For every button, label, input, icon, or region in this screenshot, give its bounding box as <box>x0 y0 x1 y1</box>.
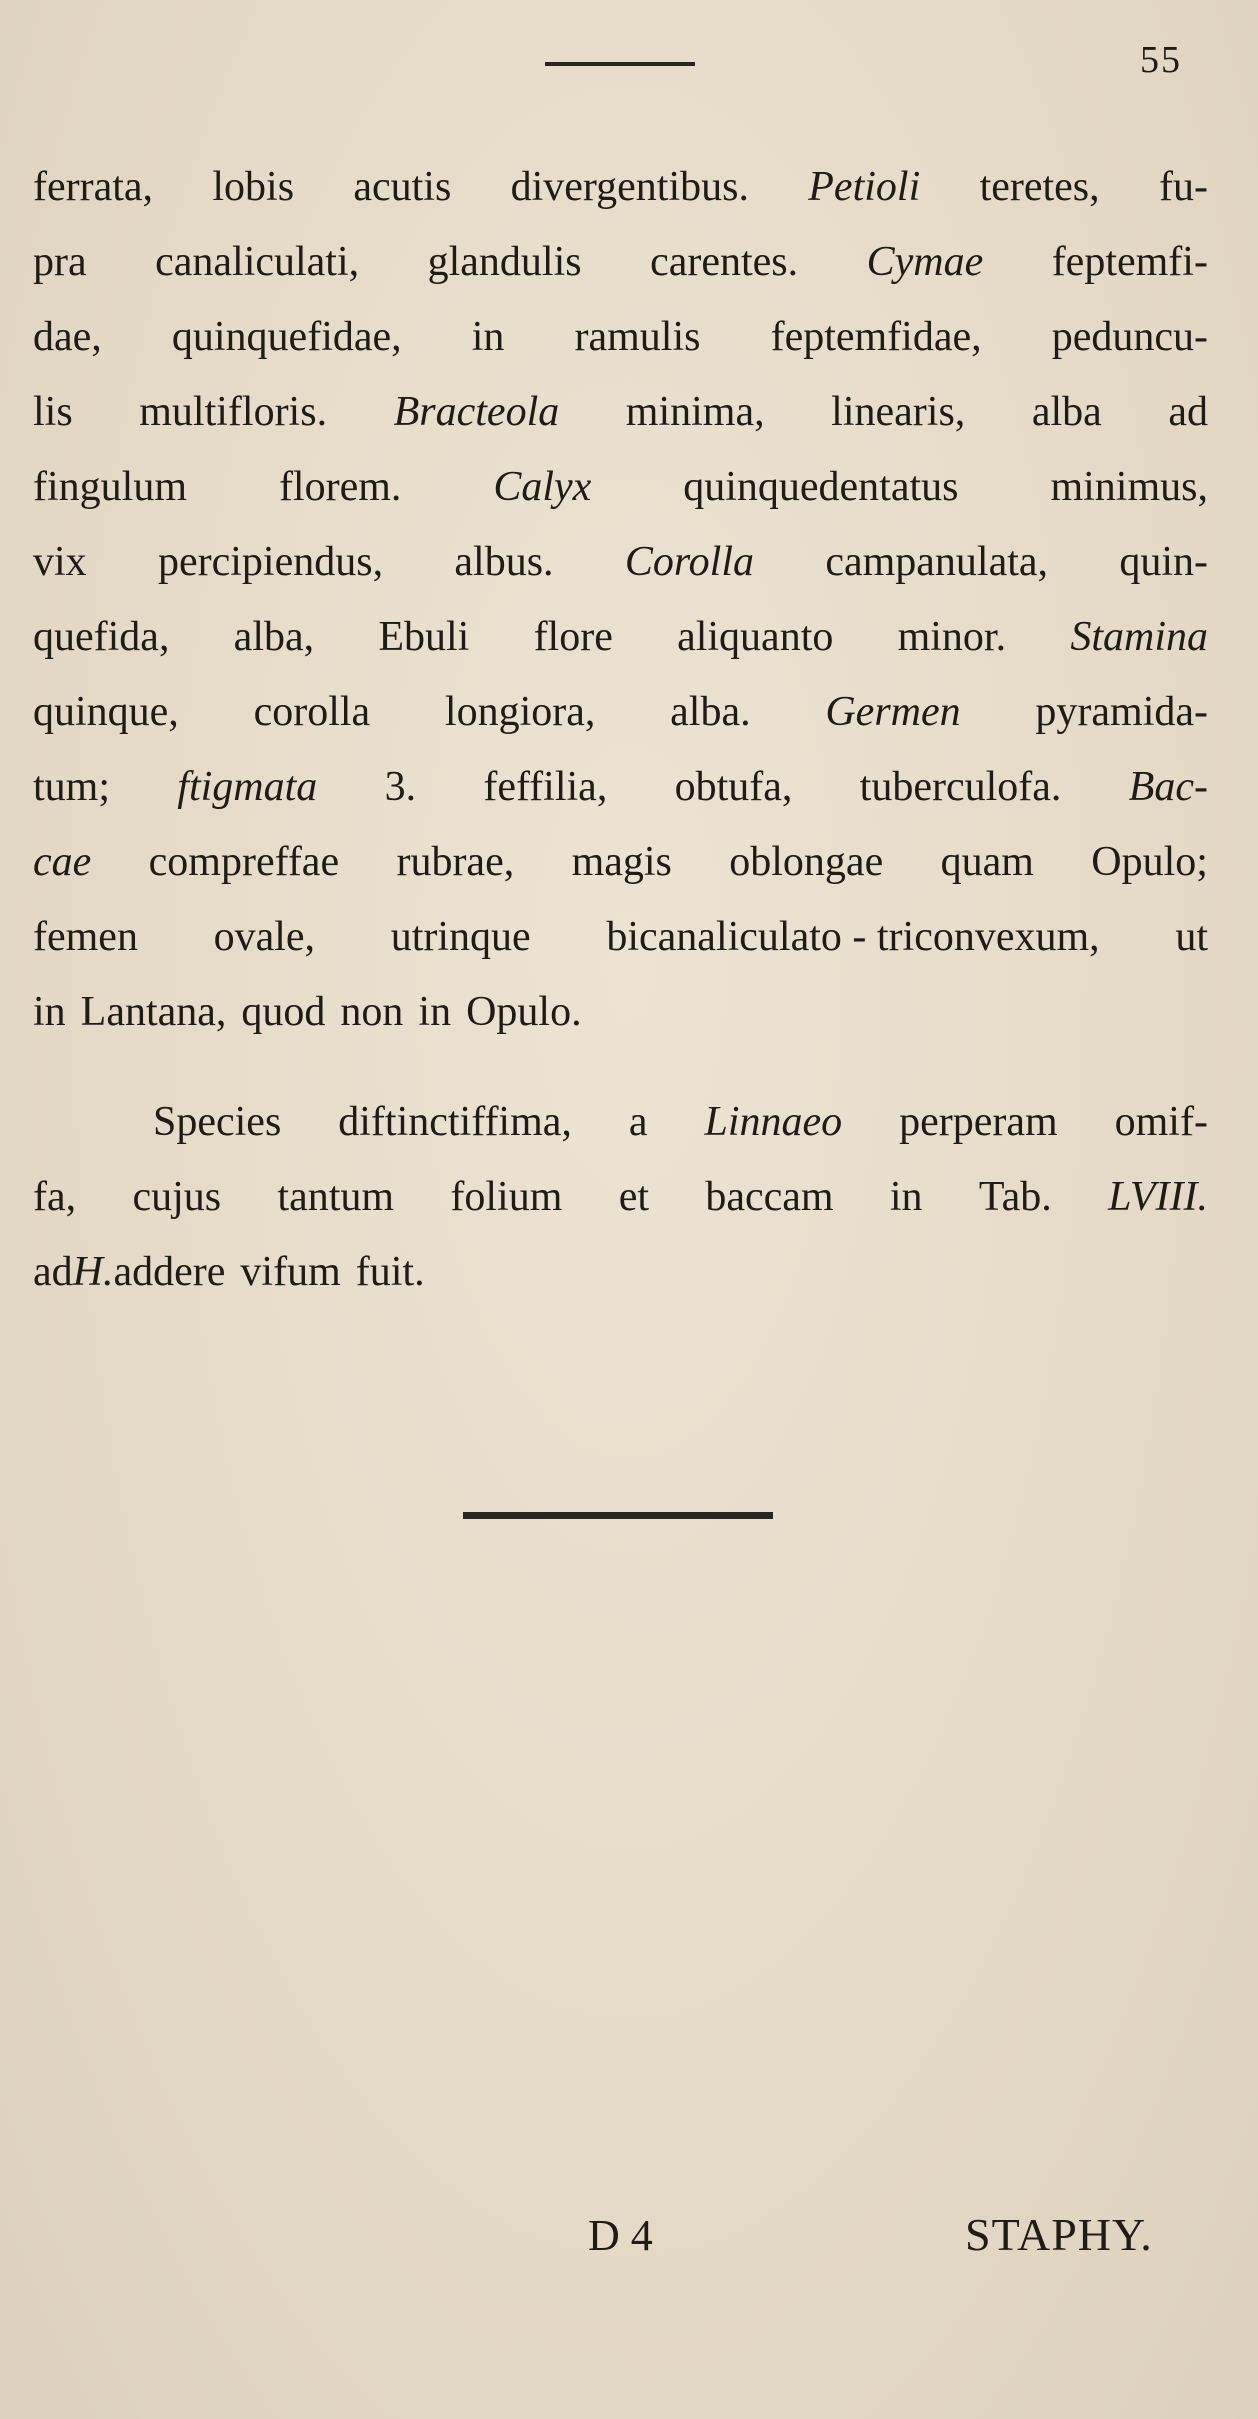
word: fa, <box>33 1174 77 1220</box>
italic-word: LVIII. <box>1108 1174 1208 1220</box>
word: quinquedentatus <box>683 464 959 510</box>
word: quinque, <box>33 689 179 735</box>
word: corolla <box>253 689 371 735</box>
word: in <box>889 1174 923 1220</box>
word: folium <box>450 1174 563 1220</box>
italic-word: Petioli <box>808 164 921 210</box>
word: feptemfidae, <box>770 314 982 360</box>
text-line <box>33 300 1208 375</box>
text-line <box>33 600 1208 675</box>
paragraph <box>33 1085 1208 1310</box>
text-line <box>33 1235 1208 1310</box>
italic-word: Cymae <box>866 239 984 285</box>
word: albus. <box>454 539 554 585</box>
text-line <box>33 450 1208 525</box>
word: minima, <box>625 389 765 435</box>
word: non <box>340 989 404 1035</box>
word: femen <box>33 914 138 960</box>
word: ovale, <box>213 914 316 960</box>
word: Opulo. <box>466 989 582 1035</box>
word: florem. <box>278 464 402 510</box>
word: aliquanto <box>677 614 834 660</box>
section-rule <box>463 1512 773 1519</box>
word: divergentibus. <box>510 164 749 210</box>
word: teretes, <box>979 164 1100 210</box>
word: fingulum <box>33 464 187 510</box>
word: a <box>628 1099 648 1145</box>
word: compreffae <box>148 839 340 885</box>
paragraph-gap <box>33 1050 1208 1085</box>
italic-word: Corolla <box>624 539 754 585</box>
italic-word: Bac- <box>1128 764 1208 810</box>
word: feffilia, <box>483 764 608 810</box>
word: multifloris. <box>139 389 328 435</box>
italic-word: ftigmata <box>177 764 318 810</box>
italic-word: Germen <box>825 689 961 735</box>
text-line <box>33 750 1208 825</box>
word: Tab. <box>978 1174 1052 1220</box>
word: percipiendus, <box>157 539 384 585</box>
word: in <box>418 989 452 1035</box>
word: vix <box>33 539 87 585</box>
signature-mark: D 4 <box>588 2211 653 2260</box>
text-line <box>33 525 1208 600</box>
word: et <box>618 1174 650 1220</box>
word: campanulata, <box>825 539 1049 585</box>
word: alba <box>1031 389 1102 435</box>
word: baccam <box>705 1174 834 1220</box>
word: ad <box>33 1249 73 1295</box>
italic-word: Stamina <box>1070 614 1208 660</box>
word: fuit. <box>355 1249 425 1295</box>
word: tum; <box>33 764 111 810</box>
word: canaliculati, <box>155 239 360 285</box>
italic-word: Calyx <box>493 464 592 510</box>
word: alba. <box>670 689 751 735</box>
word: tuberculofa. <box>859 764 1062 810</box>
word: glandulis <box>427 239 582 285</box>
word: flore <box>533 614 613 660</box>
word: Ebuli <box>378 614 470 660</box>
word: Species <box>153 1099 282 1145</box>
word: tantum <box>277 1174 395 1220</box>
word: minor. <box>897 614 1007 660</box>
italic-word: Bracteola <box>393 389 560 435</box>
italic-word: Linnaeo <box>704 1099 843 1145</box>
word: quin- <box>1119 539 1208 585</box>
word: quam <box>940 839 1034 885</box>
word: rubrae, <box>396 839 515 885</box>
word: Opulo; <box>1091 839 1208 885</box>
text-line <box>33 1085 1208 1160</box>
word: peduncu- <box>1051 314 1208 360</box>
word: pyramida- <box>1035 689 1208 735</box>
word: minimus, <box>1050 464 1208 510</box>
word: in <box>33 989 66 1035</box>
word: ad <box>1168 389 1208 435</box>
word: 3. <box>384 764 417 810</box>
word: quefida, <box>33 614 170 660</box>
text-line <box>33 675 1208 750</box>
page-number: 55 <box>1140 39 1182 81</box>
word: diftinctiffima, <box>338 1099 572 1145</box>
word: lis <box>33 389 73 435</box>
word: acutis <box>353 164 452 210</box>
word: magis <box>571 839 672 885</box>
body-text <box>33 150 1208 1310</box>
word: bicanaliculato - triconvexum, <box>606 914 1100 960</box>
word: cujus <box>132 1174 222 1220</box>
italic-word: H. <box>72 1249 114 1295</box>
word: obtufa, <box>674 764 793 810</box>
word: vifum <box>240 1249 341 1295</box>
catchword: STAPHY. <box>965 2209 1153 2260</box>
word: feptemfi- <box>1051 239 1208 285</box>
word: longiora, <box>444 689 596 735</box>
text-line <box>33 1160 1208 1235</box>
word: utrinque <box>390 914 531 960</box>
word: quod <box>241 989 326 1035</box>
word: ut <box>1175 914 1208 960</box>
word: in <box>471 314 505 360</box>
word: Lantana, <box>80 989 227 1035</box>
word: carentes. <box>650 239 799 285</box>
text-line <box>33 375 1208 450</box>
word: ramulis <box>574 314 701 360</box>
header-rule <box>545 62 695 66</box>
word: fu- <box>1158 164 1208 210</box>
text-line <box>33 225 1208 300</box>
word: perperam <box>899 1099 1058 1145</box>
paragraph <box>33 150 1208 1050</box>
word: addere <box>113 1249 226 1295</box>
word: omif- <box>1114 1099 1208 1145</box>
word: quinquefidae, <box>171 314 402 360</box>
text-line <box>33 975 1208 1050</box>
word: oblongae <box>729 839 884 885</box>
italic-word: cae <box>33 839 92 885</box>
text-line <box>33 825 1208 900</box>
text-line <box>33 900 1208 975</box>
word: ferrata, <box>33 164 154 210</box>
word: linearis, <box>831 389 966 435</box>
word: alba, <box>233 614 315 660</box>
word: pra <box>33 239 87 285</box>
word: dae, <box>33 314 102 360</box>
text-line <box>33 150 1208 225</box>
word: lobis <box>212 164 295 210</box>
